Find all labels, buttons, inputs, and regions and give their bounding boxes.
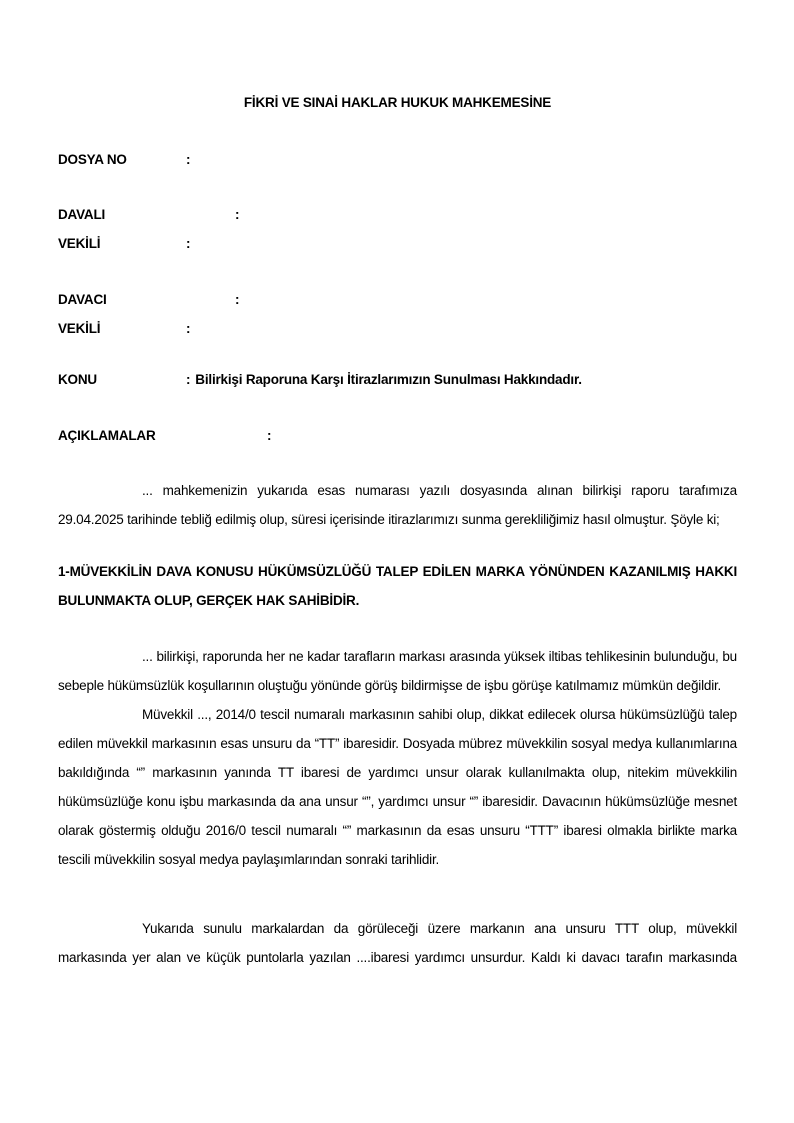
field-row-davaci: [58, 285, 737, 314]
field-label-aciklamalar: AÇIKLAMALAR: [58, 428, 156, 443]
field-label-konu: KONU: [58, 372, 97, 387]
field-label-davaci-vekili: VEKİLİ: [58, 321, 101, 336]
field-colon-aciklamalar: :: [267, 428, 272, 443]
field-colon-dosya-no: :: [186, 152, 191, 167]
field-row-davaci-vekili: [58, 314, 737, 343]
field-row-konu: [58, 365, 737, 394]
field-colon-davaci-vekili: :: [186, 321, 191, 336]
field-row-davali: [58, 200, 737, 229]
field-row-dosya-no: [58, 145, 737, 174]
field-label-dosya-no: DOSYA NO: [58, 152, 127, 167]
field-colon-davaci: :: [235, 292, 240, 307]
field-colon-davali-vekili: :: [186, 236, 191, 251]
field-colon-davali: :: [235, 207, 240, 222]
document-title: FİKRİ VE SINAİ HAKLAR HUKUK MAHKEMESİNE: [243, 95, 552, 110]
section-heading-kazanilmis-hak: 1-MÜVEKKİLİN DAVA KONUSU HÜKÜMSÜZLÜĞÜ TALEP EDİLEN MARKA YÖNÜNDEN KAZANILMIŞ HAKKI BULUNMAKTA OLUP, GERÇEK HAK SAHİBİDİR.: [58, 564, 737, 608]
field-label-davaci: DAVACI: [58, 292, 107, 307]
field-colon-konu: :: [186, 372, 191, 387]
paragraph-muvekkil-marka: Müvekkil ..., 2014/0 tescil numaralı markasının sahibi olup, dikkat edilecek olursa hükümsüzlüğü talep edilen müvekkil markasının esas unsuru da “TT” ibaresidir. Dosyada mübrez müvekkilin sosyal medya kullanımlarına bakıldığında “” markasının yanında TT ibaresi de yardımcı unsur olarak kullanılmakta olup, nitekim müvekkilin hükümsüzlüğe konu işbu markasında da ana unsur “”, yardımcı unsur “” ibaresidir. Davacının hükümsüzlüğe mesnet olarak göstermiş olduğu 2016/0 tescil numaralı “” markasının da esas unsuru “TTT” ibaresi olmakla birlikte marka tescili müvekkilin sosyal medya paylaşımlarından sonraki tarihlidir.: [58, 707, 737, 867]
field-label-davali: DAVALI: [58, 207, 106, 222]
paragraph-bilirkisi-gorus: ... bilirkişi, raporunda her ne kadar tarafların markası arasında yüksek iltibas tehlikesinin bulunduğu, bu sebeple hükümsüzlük koşullarının oluştuğu yönünde görüş bildirmişse de işbu görüşe katılmamız mümkün değildir.: [58, 649, 737, 693]
field-row-davali-vekili: [58, 229, 737, 258]
field-label-davali-vekili: VEKİLİ: [58, 236, 101, 251]
paragraph-yukarida-sunulu: Yukarıda sunulu markalardan da görüleceği üzere markanın ana unsuru TTT olup, müvekkil markasında yer alan ve küçük puntolarla yazılan ....ibaresi yardımcı unsurdur. Kaldı ki davacı tarafın markasında: [58, 921, 737, 965]
field-row-aciklamalar: [58, 421, 737, 450]
paragraph-intro: ... mahkemenizin yukarıda esas numarası yazılı dosyasında alınan bilirkişi raporu tarafımıza 29.04.2025 tarihinde tebliğ edilmiş olup, süresi içerisinde itirazlarımızı sunma gerekliliğimiz hasıl olmuştur. Şöyle ki;: [58, 483, 737, 527]
field-value-konu: Bilirkişi Raporuna Karşı İtirazlarımızın Sunulması Hakkındadır.: [195, 372, 582, 387]
